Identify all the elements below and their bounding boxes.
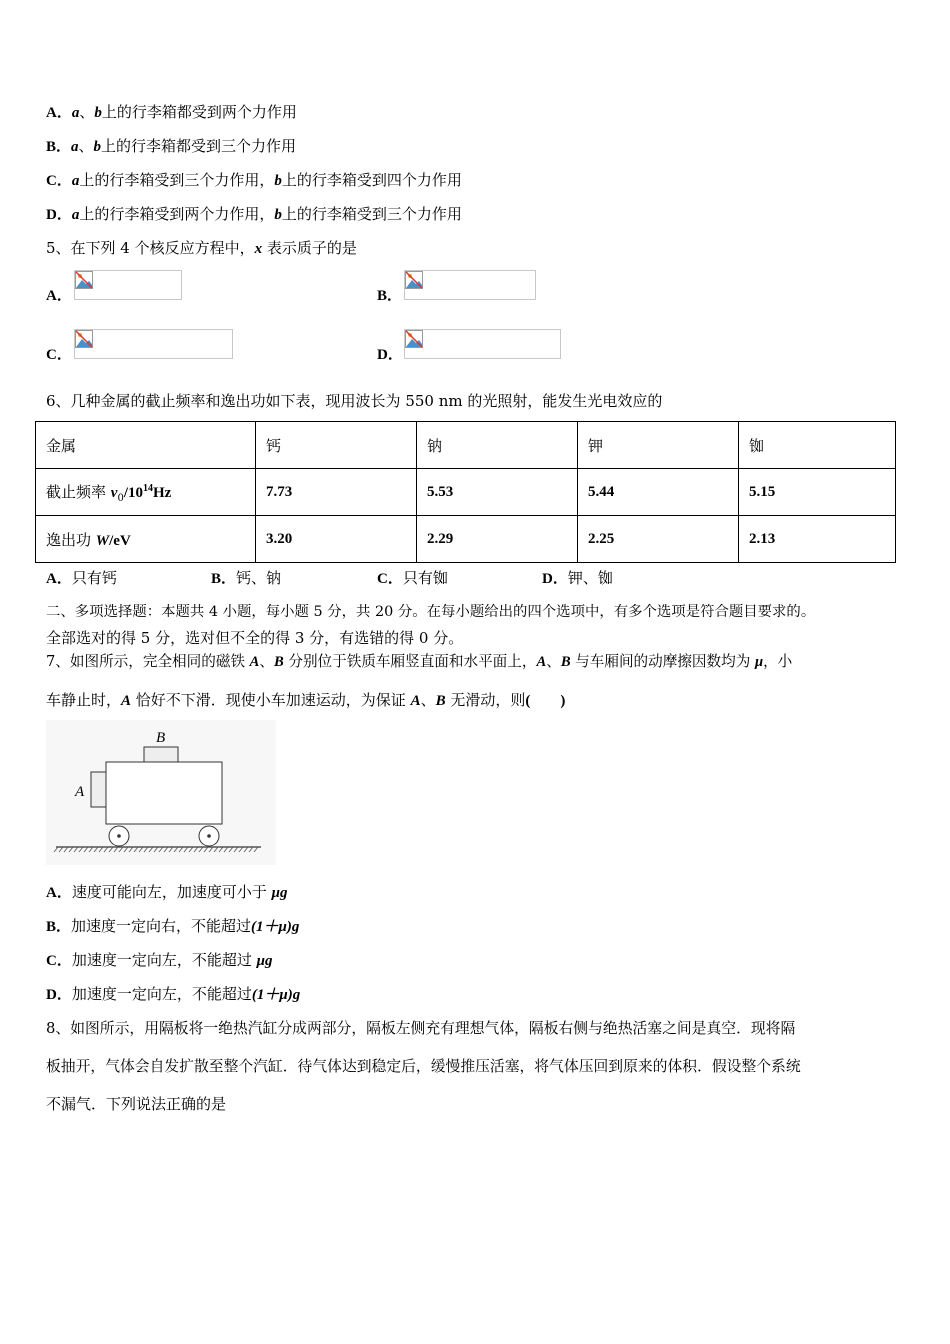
q4-option-c: C．a上的行李箱受到三个力作用，b上的行李箱受到四个力作用 (46, 171, 462, 189)
table-row (36, 422, 896, 469)
table-cell: 5.53 (417, 469, 578, 516)
broken-image-icon (75, 330, 93, 348)
cart-figure (46, 720, 276, 865)
table-header-cell: 铷 (739, 422, 896, 469)
table-header-cell: 钠 (417, 422, 578, 469)
q4-option-d: D．a上的行李箱受到两个力作用，b上的行李箱受到三个力作用 (46, 205, 462, 223)
q8-stem-line1: 8、如图所示，用隔板将一绝热汽缸分成两部分，隔板左侧充有理想气体，隔板右侧与绝热活塞之间是真空．现将隔 (46, 1020, 796, 1037)
row-label-cutoff-frequency: 截止频率 $\nu_0/10^{14}Hz$ (36, 469, 256, 516)
q5-stem: 5、在下列 4 个核反应方程中，x 表示质子的是 (46, 239, 357, 257)
q8-stem-line3: 不漏气．下列说法正确的是 (46, 1095, 227, 1113)
table-row (36, 469, 896, 516)
table-cell: 2.25 (578, 516, 739, 563)
q5-option-b-image (404, 270, 536, 300)
q5-option-d-image (404, 329, 561, 359)
q5-option-d-label: D． (377, 347, 403, 363)
broken-image-icon (405, 271, 423, 289)
q5-option-a-image (74, 270, 182, 300)
label-b: B (156, 730, 166, 746)
table-header-cell: 钙 (256, 422, 417, 469)
table-cell: 3.20 (256, 516, 417, 563)
magnet-b (144, 747, 178, 762)
row-label-work-function: 逸出功 W/eV (36, 516, 256, 563)
label-a: A (75, 784, 85, 800)
broken-image-icon (405, 330, 423, 348)
q5-option-c-label: C． (46, 347, 72, 363)
q5-option-a-label: A． (46, 288, 72, 304)
table-row (36, 516, 896, 563)
magnet-a (91, 772, 106, 807)
table-cell: 5.44 (578, 469, 739, 516)
q7-stem-line1: 7、如图所示，完全相同的磁铁 A、B 分别位于铁质车厢竖直面和水平面上，A、B 与车厢间的动摩擦因数均为 μ，小 (46, 653, 793, 670)
q5-option-c-image (74, 329, 233, 359)
broken-image-icon (75, 271, 93, 289)
q4-option-a: A．a、b上的行李箱都受到两个力作用 (46, 103, 297, 121)
q7-option-b: B．加速度一定向右，不能超过(1＋μ)g (46, 917, 300, 935)
table-cell: 7.73 (256, 469, 417, 516)
q8-stem-line2: 板抽开，气体会自发扩散至整个汽缸．待气体达到稳定后，缓慢推压活塞，将气体压回到原来的体积．假设整个系统 (46, 1058, 801, 1075)
cart-body (106, 762, 222, 824)
table-header-cell: 金属 (36, 422, 256, 469)
q7-option-d: D．加速度一定向左，不能超过(1＋μ)g (46, 985, 301, 1003)
q6-option-c: C．只有铷 (377, 569, 448, 587)
table-header-cell: 钾 (578, 422, 739, 469)
table-cell: 2.13 (739, 516, 896, 563)
q7-option-a: A．速度可能向左，加速度可小于 μg (46, 883, 288, 901)
table-cell: 2.29 (417, 516, 578, 563)
axle-left (117, 834, 121, 838)
section2-line1: 二、多项选择题：本题共 4 小题，每小题 5 分，共 20 分。在每小题给出的四个选项中，有多个选项是符合题目要求的。 (46, 604, 816, 620)
table-cell: 5.15 (739, 469, 896, 516)
axle-right (207, 834, 211, 838)
section2-line2: 全部选对的得 5 分，选对但不全的得 3 分，有选错的得 0 分。 (46, 629, 464, 647)
q6-stem: 6、几种金属的截止频率和逸出功如下表，现用波长为 550 nm 的光照射，能发生光电效应的 (46, 392, 663, 410)
q4-option-b: B．a、b上的行李箱都受到三个力作用 (46, 137, 297, 155)
q7-option-c: C．加速度一定向左，不能超过 μg (46, 951, 273, 969)
q6-option-b: B．钙、钠 (211, 569, 282, 587)
metal-table (35, 421, 896, 563)
q6-option-d: D．钾、铷 (542, 569, 613, 587)
q6-option-a: A．只有钙 (46, 569, 117, 587)
q5-option-b-label: B． (377, 288, 403, 304)
q7-stem-line2: 车静止时，A 恰好不下滑．现使小车加速运动，为保证 A、B 无滑动，则( ) (46, 691, 566, 709)
